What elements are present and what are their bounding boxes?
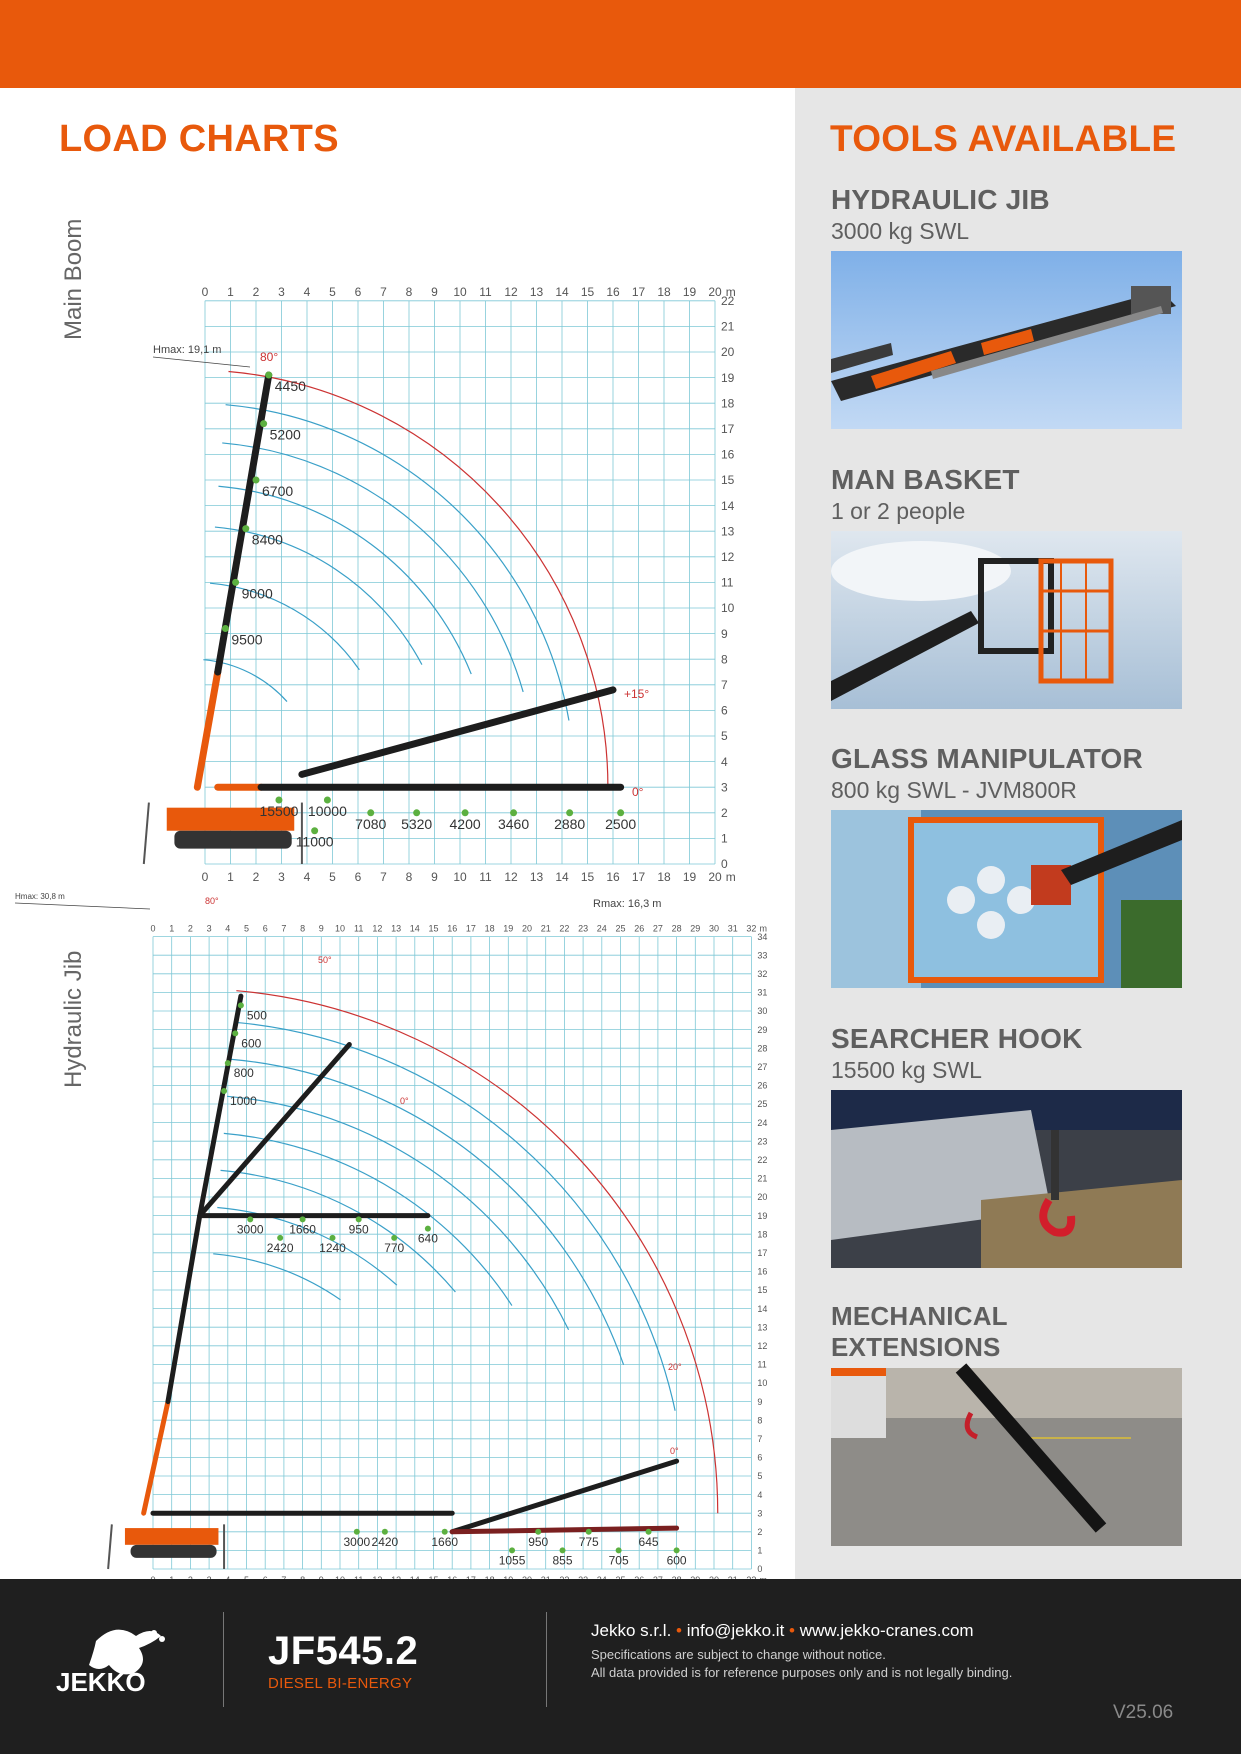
load-value-label: 1055 — [498, 1553, 526, 1568]
y-tick-label: 21 — [721, 319, 735, 334]
boom-segment — [197, 672, 217, 787]
x-tick-label-top: 1 — [227, 284, 234, 299]
y-tick-label: 1 — [757, 1545, 763, 1556]
y-tick-label: 2 — [721, 806, 728, 820]
x-tick-label-top: 13 — [391, 923, 402, 934]
main-boom-label: Main Boom — [60, 218, 87, 340]
x-tick-label-top: 8 — [405, 284, 413, 299]
x-tick-label-top: 3 — [278, 284, 285, 299]
x-tick-label-bottom: 10 — [453, 870, 467, 884]
load-value-label: 600 — [241, 1036, 262, 1051]
load-charts-section — [0, 88, 795, 1579]
load-point — [253, 477, 260, 484]
x-tick-label-top: 2 — [187, 923, 193, 934]
angle-label: 0° — [632, 785, 644, 799]
y-tick-label: 31 — [757, 987, 768, 998]
y-tick-label: 19 — [757, 1210, 768, 1221]
load-value-label: 1000 — [230, 1093, 257, 1108]
load-value-label: 1240 — [319, 1240, 346, 1255]
x-tick-label-top: 30 — [708, 923, 720, 934]
x-tick-label-bottom: 6 — [354, 870, 362, 884]
x-tick-label-top: 23 — [578, 923, 589, 934]
x-tick-label-bottom: 13 — [529, 870, 544, 884]
divider — [546, 1612, 547, 1707]
load-value-label: 2420 — [266, 1240, 294, 1255]
y-tick-label: 8 — [757, 1415, 763, 1426]
main-boom-load-chart — [130, 274, 770, 914]
load-value-label: 3460 — [497, 815, 530, 832]
x-tick-label-top: 8 — [300, 923, 306, 934]
x-tick-label-top: 29 — [690, 923, 701, 934]
load-value-label: 2420 — [371, 1534, 399, 1549]
load-point — [260, 420, 267, 427]
y-tick-label: 10 — [721, 601, 735, 616]
x-tick-label-top: 27 — [652, 923, 663, 934]
email-link[interactable]: info@jekko.it — [686, 1621, 785, 1640]
load-value-label: 600 — [666, 1553, 687, 1568]
load-value-label: 500 — [246, 1008, 267, 1023]
mechanical-extensions-photo — [831, 1368, 1182, 1546]
x-tick-label-bottom: 15 — [580, 870, 595, 884]
man-basket-photo — [831, 531, 1182, 709]
outrigger — [108, 1524, 112, 1569]
y-tick-label: 21 — [757, 1173, 768, 1184]
angle-label: 20° — [668, 1362, 682, 1372]
tools-title: TOOLS AVAILABLE — [830, 118, 1177, 159]
load-point — [265, 372, 272, 379]
y-tick-label: 0 — [721, 857, 728, 872]
tool-subtitle: 800 kg SWL - JVM800R — [831, 777, 1077, 803]
x-tick-label-top: 19 — [682, 284, 697, 299]
x-tick-label-top: 15 — [428, 923, 439, 934]
x-tick-label-top: 16 — [447, 923, 458, 934]
y-tick-label: 0 — [757, 1564, 763, 1575]
load-value-label: 855 — [552, 1553, 573, 1568]
version-label: V25.06 — [1113, 1702, 1174, 1723]
y-tick-label: 22 — [721, 294, 735, 308]
angle-label: +15° — [624, 687, 650, 701]
x-tick-label-top: 13 — [529, 284, 544, 299]
x-tick-label-bottom: 11 — [479, 870, 492, 884]
y-tick-label: 14 — [757, 1303, 768, 1314]
x-tick-label-top: 12 — [372, 923, 383, 934]
x-tick-label-top: 20 — [521, 923, 533, 934]
y-tick-label: 19 — [721, 370, 735, 385]
load-value-label: 6700 — [262, 483, 294, 499]
x-tick-label-top: 16 — [606, 284, 620, 299]
load-value-label: 645 — [638, 1534, 659, 1549]
x-tick-label-top: 25 — [615, 923, 626, 934]
load-value-label: 9000 — [241, 585, 273, 602]
reach-arc — [233, 991, 717, 1514]
y-tick-label: 4 — [757, 1489, 763, 1500]
jekko-logo — [56, 1621, 186, 1706]
x-tick-label-top: 10 — [334, 923, 346, 934]
y-tick-label: 16 — [721, 447, 735, 462]
load-value-label: 1660 — [431, 1534, 459, 1549]
tool-man-basket — [831, 464, 1182, 525]
y-tick-label: 9 — [721, 626, 728, 641]
y-tick-label: 7 — [757, 1433, 763, 1444]
load-value-label: 950 — [348, 1222, 369, 1237]
load-point — [232, 579, 239, 586]
hmax-label: Hmax: 19,1 m — [153, 344, 222, 356]
x-tick-label-top: 4 — [303, 284, 311, 299]
hmax-leader — [153, 357, 250, 367]
x-tick-label-top: 18 — [657, 284, 671, 299]
angle-label: 0° — [670, 1446, 679, 1456]
y-tick-label: 5 — [721, 729, 728, 744]
outrigger — [144, 803, 149, 864]
x-unit-label: m — [725, 870, 736, 884]
y-tick-label: 3 — [757, 1508, 763, 1519]
x-unit-label: m — [725, 284, 736, 299]
load-value-label: 5320 — [401, 815, 433, 832]
brand-name: JEKKO — [56, 1667, 146, 1697]
y-tick-label: 13 — [757, 1322, 768, 1333]
disclaimer — [591, 1646, 1012, 1682]
load-value-label: 10000 — [307, 803, 347, 819]
load-value-label: 705 — [608, 1553, 629, 1568]
x-tick-label-bottom: 14 — [555, 870, 569, 884]
hydraulic-jib-label: Hydraulic Jib — [60, 950, 87, 1088]
tool-subtitle: 15500 kg SWL — [831, 1057, 982, 1083]
y-tick-label: 7 — [721, 678, 728, 692]
load-charts-title: LOAD CHARTS — [59, 118, 339, 160]
load-point — [222, 625, 229, 632]
searcher-hook-photo — [831, 1090, 1182, 1268]
x-tick-label-bottom: 18 — [657, 870, 671, 884]
y-tick-label: 12 — [757, 1340, 768, 1351]
x-tick-label-top: 7 — [380, 284, 387, 299]
crane-tracks — [174, 831, 291, 849]
x-tick-label-bottom: 1 — [227, 870, 234, 884]
y-tick-label: 12 — [721, 550, 735, 564]
tool-glass-manipulator — [831, 743, 1182, 804]
load-point — [225, 1060, 231, 1066]
x-tick-label-bottom: 20 — [708, 870, 722, 884]
company-name: Jekko s.r.l. — [591, 1621, 672, 1640]
load-value-label: 5200 — [269, 426, 301, 443]
x-tick-label-top: 32 — [746, 923, 757, 934]
x-tick-label-top: 5 — [329, 284, 336, 299]
y-tick-label: 27 — [757, 1061, 768, 1072]
divider — [223, 1612, 224, 1707]
load-value-label: 770 — [384, 1240, 405, 1255]
y-tick-label: 26 — [757, 1080, 768, 1091]
x-tick-label-top: 20 — [708, 284, 722, 299]
y-tick-label: 34 — [757, 931, 768, 942]
reach-arc — [227, 1093, 568, 1329]
load-value-label: 7080 — [355, 815, 387, 832]
load-point — [238, 1002, 244, 1008]
tool-title: GLASS MANIPULATOR — [831, 743, 1143, 774]
y-tick-label: 22 — [757, 1154, 768, 1165]
x-tick-label-top: 21 — [540, 923, 551, 934]
tool-title: MAN BASKET — [831, 464, 1020, 495]
y-tick-label: 6 — [757, 1452, 763, 1463]
x-tick-label-top: 3 — [206, 923, 212, 934]
glass-manipulator-photo — [831, 810, 1182, 988]
x-tick-label-top: 10 — [453, 284, 467, 299]
y-tick-label: 4 — [721, 754, 728, 769]
tool-subtitle: 1 or 2 people — [831, 498, 966, 524]
x-tick-label-top: 0 — [150, 923, 156, 934]
boom-segment — [452, 1528, 676, 1532]
load-value-label: 775 — [578, 1534, 599, 1549]
load-value-label: 4450 — [274, 378, 306, 395]
y-tick-label: 17 — [757, 1247, 768, 1258]
x-tick-label-top: 0 — [201, 284, 209, 299]
load-value-label: 2500 — [605, 815, 637, 832]
x-tick-label-top: 28 — [671, 923, 682, 934]
x-tick-label-top: 9 — [318, 923, 324, 934]
load-value-label: 11000 — [295, 833, 334, 850]
x-tick-label-top: 14 — [555, 284, 569, 299]
y-tick-label: 6 — [721, 703, 728, 718]
x-tick-label-top: 17 — [465, 923, 476, 934]
load-value-label: 800 — [233, 1066, 254, 1081]
hydraulic-jib-photo — [831, 251, 1182, 429]
y-tick-label: 23 — [757, 1136, 768, 1147]
x-tick-label-bottom: 2 — [252, 870, 260, 884]
y-tick-label: 30 — [757, 1006, 768, 1017]
y-tick-label: 33 — [757, 950, 768, 961]
y-tick-label: 3 — [721, 780, 728, 795]
x-tick-label-top: 1 — [169, 923, 175, 934]
load-value-label: 3000 — [236, 1222, 264, 1237]
x-tick-label-top: 18 — [484, 923, 495, 934]
load-value-label: 8400 — [251, 531, 283, 548]
y-tick-label: 28 — [757, 1043, 768, 1054]
model-subtitle: DIESEL BI-ENERGY — [268, 1675, 413, 1692]
website-link[interactable]: www.jekko-cranes.com — [799, 1621, 974, 1640]
load-value-label: 3000 — [343, 1534, 371, 1549]
y-tick-label: 16 — [757, 1266, 768, 1277]
y-tick-label: 17 — [721, 422, 735, 436]
tool-subtitle: 3000 kg SWL — [831, 218, 970, 244]
x-tick-label-top: 4 — [225, 923, 231, 934]
y-tick-label: 20 — [721, 345, 735, 360]
x-tick-label-top: 11 — [354, 923, 364, 934]
y-tick-label: 14 — [721, 498, 735, 513]
load-point — [242, 525, 249, 532]
crane-body — [125, 1528, 219, 1545]
x-tick-label-top: 31 — [727, 923, 738, 934]
x-tick-label-top: 6 — [262, 923, 268, 934]
load-value-label: 9500 — [231, 631, 263, 648]
y-tick-label: 18 — [721, 396, 735, 411]
x-tick-label-bottom: 9 — [431, 870, 438, 884]
x-tick-label-top: 17 — [631, 284, 646, 299]
footer — [0, 1579, 1241, 1754]
tool-searcher-hook — [831, 1023, 1182, 1084]
boom-segment — [200, 1044, 350, 1215]
load-value-label: 4200 — [449, 815, 481, 832]
x-tick-label-top: 7 — [281, 923, 287, 934]
y-tick-label: 20 — [757, 1192, 768, 1203]
top-accent-bar — [0, 0, 1241, 88]
x-unit-label: m — [759, 923, 767, 934]
y-tick-label: 5 — [757, 1471, 763, 1482]
tool-title: MECHANICAL EXTENSIONS — [831, 1301, 1008, 1362]
load-value-label: 950 — [528, 1534, 549, 1549]
hmax-label: Hmax: 30,8 m — [15, 892, 65, 901]
tool-title: HYDRAULIC JIB — [831, 184, 1050, 215]
load-point — [221, 1088, 227, 1094]
y-tick-label: 9 — [757, 1396, 763, 1407]
angle-label: 80° — [260, 350, 279, 364]
x-tick-label-top: 19 — [503, 923, 514, 934]
x-tick-label-top: 2 — [252, 284, 260, 299]
load-value-label: 2880 — [554, 815, 586, 832]
y-tick-label: 1 — [721, 831, 728, 846]
y-tick-label: 15 — [757, 1285, 768, 1296]
y-tick-label: 15 — [721, 473, 735, 488]
angle-label: 50° — [318, 955, 332, 965]
x-tick-label-bottom: 19 — [682, 870, 697, 884]
x-tick-label-bottom: 8 — [405, 870, 413, 884]
disclaimer-line: All data provided is for reference purposes only and is not legally binding. — [591, 1665, 1013, 1680]
y-tick-label: 11 — [721, 575, 734, 590]
x-tick-label-bottom: 5 — [329, 870, 336, 884]
y-tick-label: 24 — [757, 1117, 768, 1128]
y-tick-label: 32 — [757, 968, 768, 979]
crane-tracks — [131, 1545, 217, 1558]
y-tick-label: 18 — [757, 1229, 768, 1240]
y-tick-label: 13 — [721, 524, 735, 539]
y-tick-label: 25 — [757, 1099, 768, 1110]
x-tick-label-top: 22 — [559, 923, 570, 934]
x-tick-label-top: 12 — [504, 284, 518, 299]
x-tick-label-top: 14 — [409, 923, 420, 934]
y-tick-label: 8 — [721, 652, 728, 667]
x-tick-label-bottom: 16 — [606, 870, 620, 884]
x-tick-label-top: 26 — [634, 923, 645, 934]
x-tick-label-top: 5 — [243, 923, 250, 934]
load-value-label: 15500 — [259, 803, 299, 819]
disclaimer-line: Specifications are subject to change without notice. — [591, 1647, 886, 1662]
angle-label: 0° — [400, 1096, 409, 1106]
model-name: JF545.2 — [268, 1629, 419, 1673]
x-tick-label-bottom: 4 — [303, 870, 311, 884]
x-tick-label-bottom: 0 — [201, 870, 209, 884]
reach-arc — [224, 1133, 512, 1305]
x-tick-label-top: 9 — [431, 284, 438, 299]
x-tick-label-bottom: 17 — [631, 870, 646, 884]
x-tick-label-top: 11 — [479, 284, 492, 299]
angle-label: 80° — [205, 896, 219, 906]
load-point — [232, 1030, 238, 1036]
x-tick-label-bottom: 12 — [504, 870, 518, 884]
tool-title: SEARCHER HOOK — [831, 1023, 1083, 1054]
tool-hydraulic-jib — [831, 184, 1182, 245]
x-tick-label-bottom: 7 — [380, 870, 387, 884]
y-tick-label: 2 — [757, 1526, 763, 1537]
y-tick-label: 10 — [757, 1378, 768, 1389]
contact-line: Jekko s.r.l. • info@jekko.it • www.jekko-cranes.com — [591, 1621, 974, 1640]
y-tick-label: 11 — [757, 1359, 767, 1370]
tools-section — [795, 88, 1241, 1579]
x-tick-label-top: 6 — [354, 284, 362, 299]
x-tick-label-top: 24 — [596, 923, 607, 934]
rmax-label: Rmax: 16,3 m — [593, 898, 662, 910]
x-tick-label-bottom: 3 — [278, 870, 285, 884]
load-value-label: 1660 — [289, 1222, 316, 1237]
load-value-label: 640 — [417, 1231, 438, 1246]
y-tick-label: 29 — [757, 1024, 768, 1035]
x-tick-label-top: 15 — [580, 284, 595, 299]
tool-mechanical-extensions — [831, 1301, 1182, 1365]
